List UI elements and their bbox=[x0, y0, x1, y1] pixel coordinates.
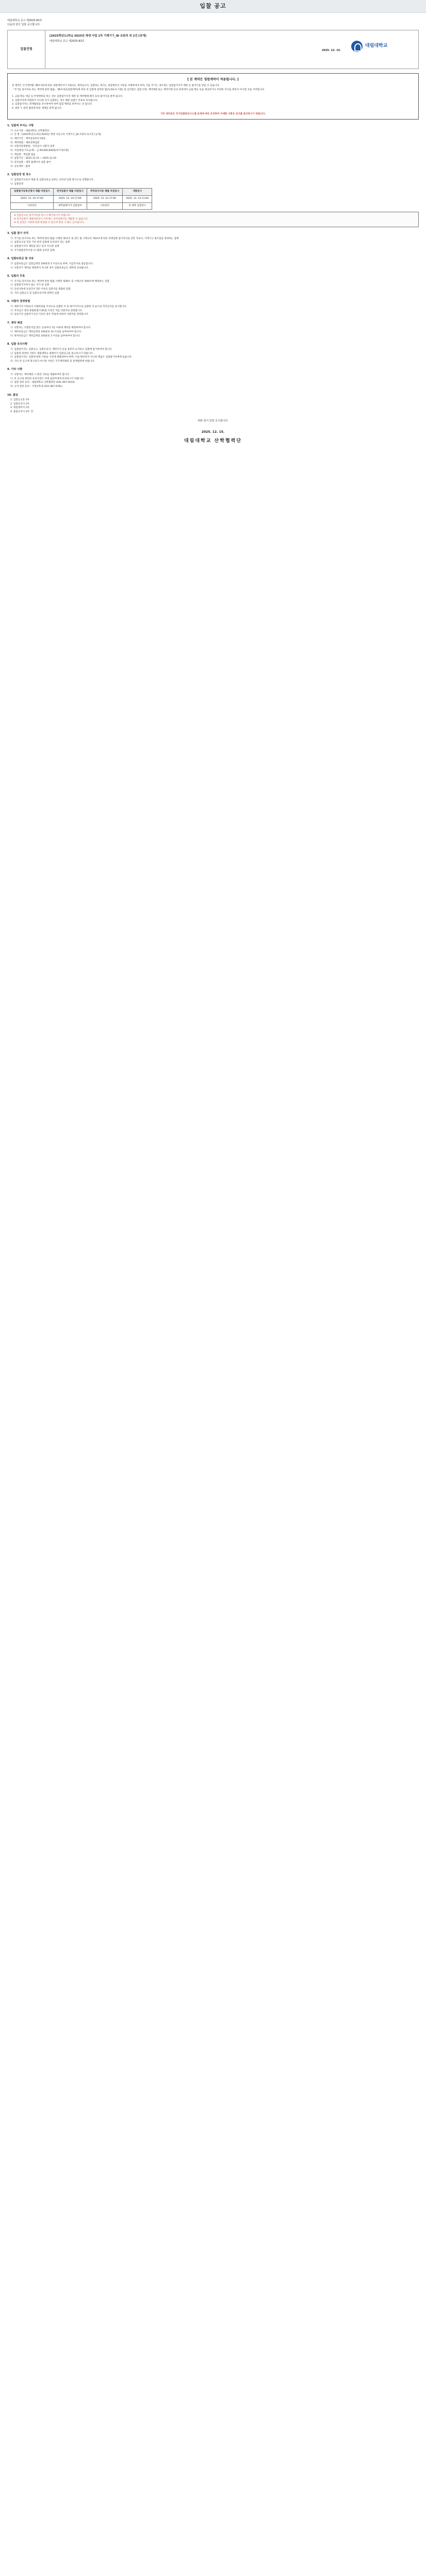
section-line: 나. 적격심사 결과 종합평점이 85점 이상인 자를 낙찰자로 결정합니다. bbox=[10, 309, 83, 312]
announcement-date: 2025. 12. 15. bbox=[321, 49, 341, 52]
section-line: 가. 수요기관 : 대림대학교 산학협력단 bbox=[10, 129, 50, 132]
announcement-box bbox=[7, 30, 419, 69]
university-seal-icon bbox=[351, 41, 363, 52]
table-row bbox=[11, 202, 152, 210]
sections bbox=[7, 124, 419, 414]
section-line: 라. 계약방법 : 제한경쟁입찰 bbox=[10, 141, 40, 144]
section bbox=[7, 394, 419, 414]
section-line: 마. 낙찰자결정방법 : 적격심사 낙찰자 결정 bbox=[10, 145, 55, 148]
section bbox=[7, 321, 419, 338]
schedule-note: ※ 입찰공고문 참가자격을 반드시 확인하시기 바랍니다. bbox=[14, 214, 71, 217]
section bbox=[7, 343, 419, 363]
table-header-cell: 전자입찰서 제출 마감일시 bbox=[53, 189, 87, 196]
section-line: 2. 입찰유의서 1부. bbox=[10, 402, 30, 405]
announcement-title: [2025학년도(하)] 2025년 재생 사업 1차 기계기구_ID 조완의 외 2건 [공개] bbox=[50, 35, 146, 38]
notice-heading: [ 본 계약은 청렴계약이 적용됩니다. ] bbox=[187, 78, 239, 81]
table-cell: 2025. 12. 23 11:00 bbox=[123, 195, 152, 202]
section-title: 5. 입찰의 무효 bbox=[7, 275, 25, 278]
notice-paragraph-1: 본 계약은 국가계약법 제5조의2에 따른 청렴계약서가 적용되는 계약입니다. 입찰하는 회사는 청렴계약서 사항을 이행하여야 하며, 이를 어기는 경우에는 입찰참가자격 제한 등 불이익을 받을 수 있습니다. bbox=[12, 84, 220, 87]
notice-item: 4. 위반 시 관련 법령에 따른 제재를 받게 됩니다. bbox=[12, 107, 62, 110]
section-line: 바. 사업예산(기초금액) : 금 90,000,000원(부가세포함) bbox=[10, 149, 69, 152]
notice-item: 2. 입찰자격에 적합하지 아니한 자가 입찰하는 경우 해당 입찰은 무효로 처리됩니다. bbox=[12, 99, 98, 102]
page bbox=[0, 0, 426, 455]
section-line: 라. 국가종합전자조달시스템에 등록된 업체 bbox=[10, 249, 55, 252]
section-line: 가. 입찰참가신청서 제출 및 입찰보증금 납부는 인터넷 입찰 방식으로 진행합니다. bbox=[10, 178, 94, 181]
section-line: 나. 입찰공고일 전일 기준 관련 업종에 등록되어 있는 업체 bbox=[10, 241, 70, 244]
section-line: 라. 기타 본 공고에 명시되지 아니한 사항은 국가계약법령 및 관계법령에 따릅니다. bbox=[10, 360, 95, 363]
table-cell: 나라장터 bbox=[87, 202, 122, 210]
announcement-subtitle: 대림대학교 공고 제2025-83호 bbox=[50, 39, 85, 43]
section-title: 1. 입찰에 부치는 사항 bbox=[7, 124, 34, 128]
section-line: 라. 기타 입찰공고 및 입찰유의서에 위반된 입찰 bbox=[10, 292, 59, 295]
section-line: 사. 재입찰 : 재입찰 없음 bbox=[10, 153, 36, 156]
section-line: 라. 규격 관련 문의 : 기계공학과 (031-467-4761) bbox=[10, 385, 63, 388]
notice-item: 3. 입찰참가자는 관계법령을 준수하여야 하며 담합 행위를 하여서는 안 됩니다. bbox=[12, 103, 93, 106]
section bbox=[7, 232, 419, 252]
schedule-note: ※ 위 일정은 사정에 따라 변경될 수 있으며 변경 시 별도 공지합니다. bbox=[14, 221, 85, 224]
section-line: 나. 건 명 : [2025학년도(하)] 2025년 재생 사업 1차 기계기구_ID 조완의 외 2건 [공개] bbox=[10, 133, 101, 137]
announcement-body bbox=[45, 30, 418, 69]
section-title: 7. 계약 체결 bbox=[7, 321, 23, 325]
notice-list bbox=[12, 95, 414, 111]
section-line: 다. 입찰참가자격 제한을 받고 있지 아니한 업체 bbox=[10, 245, 59, 248]
section bbox=[7, 275, 419, 295]
integrity-notice bbox=[7, 73, 419, 120]
section-line: 다. 동일가격 입찰자가 2인 이상인 경우 추첨에 의하여 낙찰자를 결정합니다. bbox=[10, 313, 89, 316]
footer-date: 2025. 12. 15. bbox=[201, 430, 225, 434]
table-cell: 나라장터 bbox=[11, 202, 54, 210]
section bbox=[7, 300, 419, 317]
table-cell: 2025. 12. 19 17:00 bbox=[53, 195, 87, 202]
table-cell: 2025. 12. 19 17:00 bbox=[11, 195, 54, 202]
university-logo bbox=[351, 39, 408, 54]
section-line: 가. 입찰보증금은 입찰금액의 100분의 5 이상으로 하며, 지급각서로 갈음합니다. bbox=[10, 262, 93, 265]
table-header-cell: 개찰일시 bbox=[123, 189, 152, 196]
section-line: 가. 낙찰자는 계약체결 시 관련 서류를 제출하여야 합니다. bbox=[10, 374, 70, 376]
footer-organization: 대림대학교 산학협력단 bbox=[184, 438, 242, 444]
schedule-table bbox=[10, 188, 152, 210]
section-line: 나. 입찰참가자격이 없는 자가 한 입찰 bbox=[10, 284, 50, 287]
section-line: 아. 입찰기간 : 2025.12.15 ~ 2025.12.19 bbox=[10, 157, 56, 160]
notice-warning: 기타 대부분은 국가입찰관리시스템 공개에 따라 조치하며 자세한 사항은 공고를 참고하시기 바랍니다. bbox=[160, 112, 266, 115]
table-header-cell: 적격심사서류 제출 마감일시 bbox=[87, 189, 122, 196]
table-cell: 2025. 12. 22 17:00 bbox=[87, 195, 122, 202]
page-title: 입찰 공고 bbox=[200, 3, 226, 10]
announcement-intro: 다음과 같이 입찰 공고합니다. bbox=[7, 23, 41, 26]
table-cell: 대학홈페이지 입찰참여 bbox=[53, 202, 87, 210]
section-line: 3. 청렴계약서 1부. bbox=[10, 406, 30, 410]
section-title: 4. 입찰보증금 및 귀속 bbox=[7, 257, 34, 261]
section-line: 나. 입찰일정 bbox=[10, 182, 24, 185]
section-line: 가. 예정가격 이하로서 낙찰하한율 이상으로 입찰한 자 중 최저가격으로 입찰한 자 순으로 적격심사를 실시합니다. bbox=[10, 305, 127, 308]
table-header-cell: 입찰참가등록신청서 제출 마감일시 bbox=[11, 189, 54, 196]
section-title: 9. 기타 사항 bbox=[7, 368, 23, 371]
section-line: 다. 입찰참가자는 입찰에 관한 서류를 사전에 열람하여야 하며, 이를 확인하지 아니한 책임은 입찰참가자에게 있습니다. bbox=[10, 356, 133, 359]
section-title: 3. 입찰 참가 자격 bbox=[7, 232, 29, 235]
section-line: 다. 하자보증금은 계약금액의 100분의 3 이상을 납부하여야 합니다. bbox=[10, 334, 80, 337]
document-content bbox=[0, 13, 426, 455]
section-title: 8. 입찰 유의사항 bbox=[7, 343, 28, 346]
section-line: 나. 낙찰자가 계약을 체결하지 아니한 경우 입찰보증금은 대학에 귀속됩니다. bbox=[10, 266, 89, 269]
section bbox=[7, 257, 419, 270]
notice-item: 1. 금품·향응 제공 등 부정행위를 하는 경우 입찰참가자격 제한 및 계약해제·해지 등의 불이익을 받게 됩니다. bbox=[12, 95, 123, 98]
section-line: 다. 입찰 관련 문의 : 대림대학교 산학협력단 (031-467-4533) bbox=[10, 381, 75, 384]
section-line: 1. 입찰공고문 1부. bbox=[10, 399, 30, 402]
section bbox=[7, 368, 419, 388]
section-line: 자. 전자입찰 : 대학 홈페이지 입찰 참여 bbox=[10, 161, 51, 164]
schedule-notes-box bbox=[10, 212, 419, 227]
announcement-number: 대림대학교 공고 제2025-83호 bbox=[7, 19, 42, 22]
section-line: 4. 물품규격서 1부. 끝. bbox=[10, 411, 34, 414]
section-title: 10. 붙임 bbox=[7, 393, 19, 397]
announcement-label: 입찰건명 bbox=[8, 30, 45, 69]
schedule-note: ※ 전자입찰서 제출마감일시 이후에는 전자입찰서를 제출할 수 없습니다. bbox=[14, 217, 89, 221]
header-bar bbox=[0, 0, 426, 13]
section-line: 다. 동일사항에 동일인이 2통 이상의 입찰서를 제출한 입찰 bbox=[10, 288, 71, 291]
footer-statement: 위와 같이 입찰 공고합니다. bbox=[198, 419, 228, 422]
section-line: 가. 국가를 당사자로 하는 계약에 관한 법률 시행령 제39조 및 시행규칙 제44조에 해당하는 입찰 bbox=[10, 280, 109, 283]
university-logo-text: 대림대학교 bbox=[365, 43, 388, 49]
section-title: 6. 낙찰자 결정방법 bbox=[7, 300, 30, 303]
section bbox=[7, 124, 419, 168]
table-cell: 본 대학 입찰장소 bbox=[123, 202, 152, 210]
section-line: 가. 낙찰자는 낙찰통지를 받은 날로부터 7일 이내에 계약을 체결하여야 합니다. bbox=[10, 327, 91, 330]
section-line: 가. 입찰참가자는 입찰공고, 입찰유의서, 계약조건 등을 충분히 숙지하고 입찰에 참가하여야 합니다. bbox=[10, 348, 112, 351]
top-info bbox=[7, 19, 419, 27]
section-line: 나. 입찰과 관련한 사항은 대림대학교 홈페이지 입찰공고를 참고하시기 바랍니다. bbox=[10, 352, 94, 355]
notice-paragraph-2: 「국가를 당사자로 하는 계약에 관한 법률」제5조의2(청렴계약)에 따라 본 입찰에 참여한 법인(대표자 포함) 및 임직원은 입찰·낙찰, 계약체결 또는 계약이행 등의 과정에서 금품·향응 등을 제공하거나 부당한 이익을 취하지 아니할 것을 서약합니다. bbox=[12, 89, 265, 92]
section-line: 차. 공동계약 : 불허 bbox=[10, 165, 30, 168]
section-line: 나. 본 공고와 관련된 문의사항은 아래 담당자에게 문의하시기 바랍니다. bbox=[10, 377, 85, 380]
section-title: 2. 입찰일정 및 장소 bbox=[7, 173, 31, 177]
section bbox=[7, 173, 419, 227]
table-row bbox=[11, 195, 152, 202]
section-line: 가. 국가를 당사자로 하는 계약에 관한 법률 시행령 제12조 및 같은 법 시행규칙 제14조에 따른 경쟁입찰 참가자격을 갖춘 자로서, 기계기구 제조업을 영위하는 업체 bbox=[10, 237, 179, 240]
section-line: 다. 계약기간 : 계약일로부터 30일 bbox=[10, 138, 45, 141]
section-line: 나. 계약보증금은 계약금액의 100분의 10 이상을 납부하여야 합니다. bbox=[10, 331, 82, 333]
